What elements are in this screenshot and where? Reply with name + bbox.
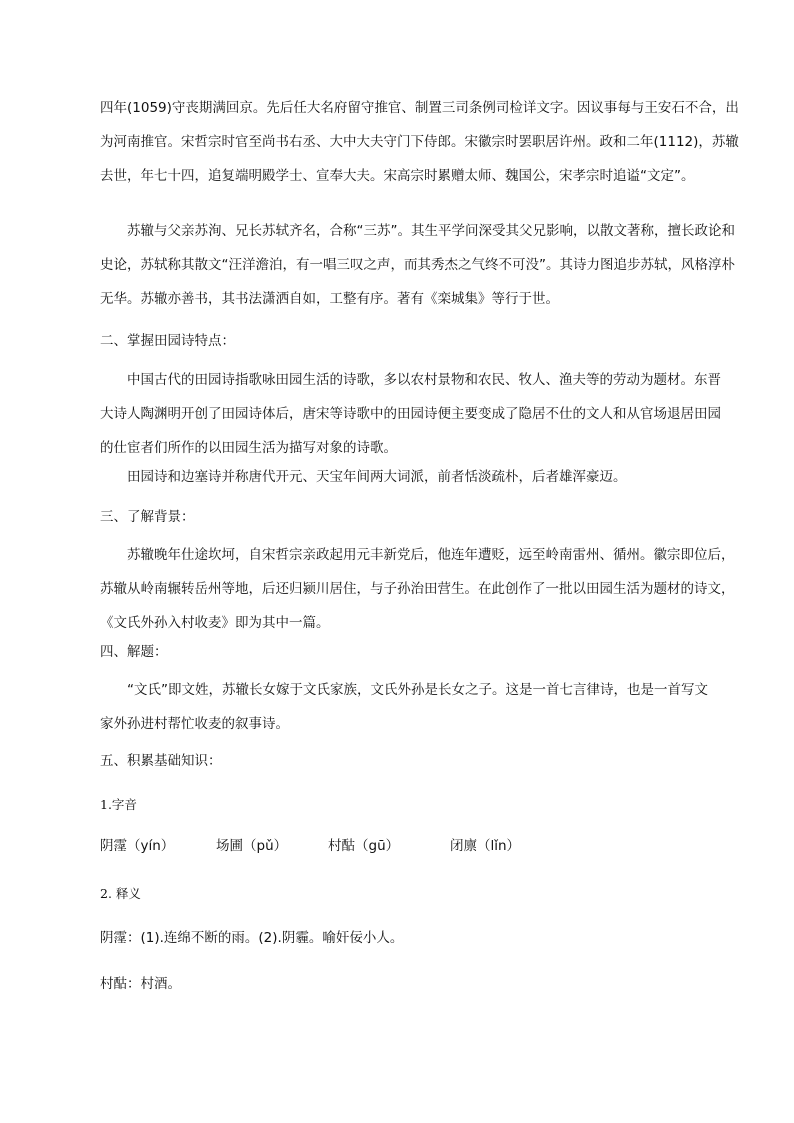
definition-cungu: 村酤：村酒。: [100, 976, 181, 992]
pronunciation-subheading: 1.字音: [100, 797, 137, 812]
definition-yinyin: 阴霪：(1).连绵不断的雨。(2).阴霾。喻奸佞小人。: [100, 930, 404, 946]
pronunciation-yinyin: 阴霪（yín）: [100, 838, 175, 854]
pastoral-line-2: 大诗人陶渊明开创了田园诗体后，唐宋等诗歌中的田园诗便主要变成了隐居不仕的文人和从官场退居田园: [100, 406, 721, 422]
title-explanation-paragraph: [100, 673, 712, 741]
section-heading-3: 三、了解背景：: [100, 509, 195, 525]
section-heading-2: 二、掌握田园诗特点：: [100, 333, 235, 349]
intro-line-2: 为河南推官。宋哲宗时官至尚书右丞、大中大夫守门下侍郎。宋徽宗时罢职居许州。政和二年(1112)，苏辙: [100, 134, 739, 150]
pastoral-frontier-paragraph: [100, 460, 712, 494]
pronunciation-changpu: 场圃（pǔ）: [216, 838, 288, 854]
bio-paragraph: [100, 214, 735, 316]
pastoral-poetry-paragraph: [100, 363, 721, 465]
intro-line-3: 去世，年七十四，追复端明殿学士、宣奉大夫。宋高宗时累赠太师、魏国公，宋孝宗时追谥“文定”。: [100, 168, 695, 184]
intro-line-1: 四年(1059)守丧期满回京。先后任大名府留守推官、制置三司条例司检详文字。因议事每与王安石不合，出: [100, 100, 739, 116]
title-explanation-line-2: 家外孙进村帮忙收麦的叙事诗。: [100, 716, 289, 732]
bio-line-2: 史论，苏轼称其散文“汪洋澹泊，有一唱三叹之声，而其秀杰之气终不可没”。其诗力图追步苏轼，风格淳朴: [100, 257, 735, 273]
pronunciation-bilin: 闭廪（lǐn）: [450, 838, 521, 854]
pastoral-frontier-line: 田园诗和边塞诗并称唐代开元、天宝年间两大词派，前者恬淡疏朴，后者雄浑豪迈。: [127, 469, 627, 485]
background-paragraph: [100, 538, 735, 640]
bio-line-1: 苏辙与父亲苏洵、兄长苏轼齐名，合称“三苏”。其生平学问深受其父兄影响，以散文著称，擅长政论和: [127, 223, 735, 239]
pronunciation-row: [100, 834, 720, 856]
pastoral-line-3: 的仕宦者们所作的以田园生活为描写对象的诗歌。: [100, 440, 397, 456]
definition-subheading: 2. 释义: [100, 886, 141, 901]
section-heading-5: 五、积累基础知识：: [100, 753, 222, 769]
title-explanation-line-1: “文氏”即文姓，苏辙长女嫁于文氏家族，文氏外孙是长女之子。这是一首七言律诗，也是一首写文: [127, 682, 708, 698]
pronunciation-cungu: 村酤（gū）: [328, 838, 400, 854]
background-line-2: 苏辙从岭南辗转岳州等地，后还归颍川居住，与子孙治田营生。在此创作了一批以田园生活为题材的诗文，: [100, 581, 735, 597]
section-heading-4: 四、解题：: [100, 644, 168, 660]
intro-paragraph: [100, 91, 739, 193]
pastoral-line-1: 中国古代的田园诗指歌咏田园生活的诗歌，多以农村景物和农民、牧人、渔夫等的劳动为题材。东晋: [127, 372, 721, 388]
background-line-1: 苏辙晚年仕途坎坷，自宋哲宗亲政起用元丰新党后，他连年遭贬，远至岭南雷州、循州。徽宗即位后，: [127, 547, 735, 563]
background-line-3: 《文氏外孙入村收麦》即为其中一篇。: [100, 615, 330, 631]
bio-line-3: 无华。苏辙亦善书，其书法潇洒自如，工整有序。著有《栾城集》等行于世。: [100, 291, 559, 307]
